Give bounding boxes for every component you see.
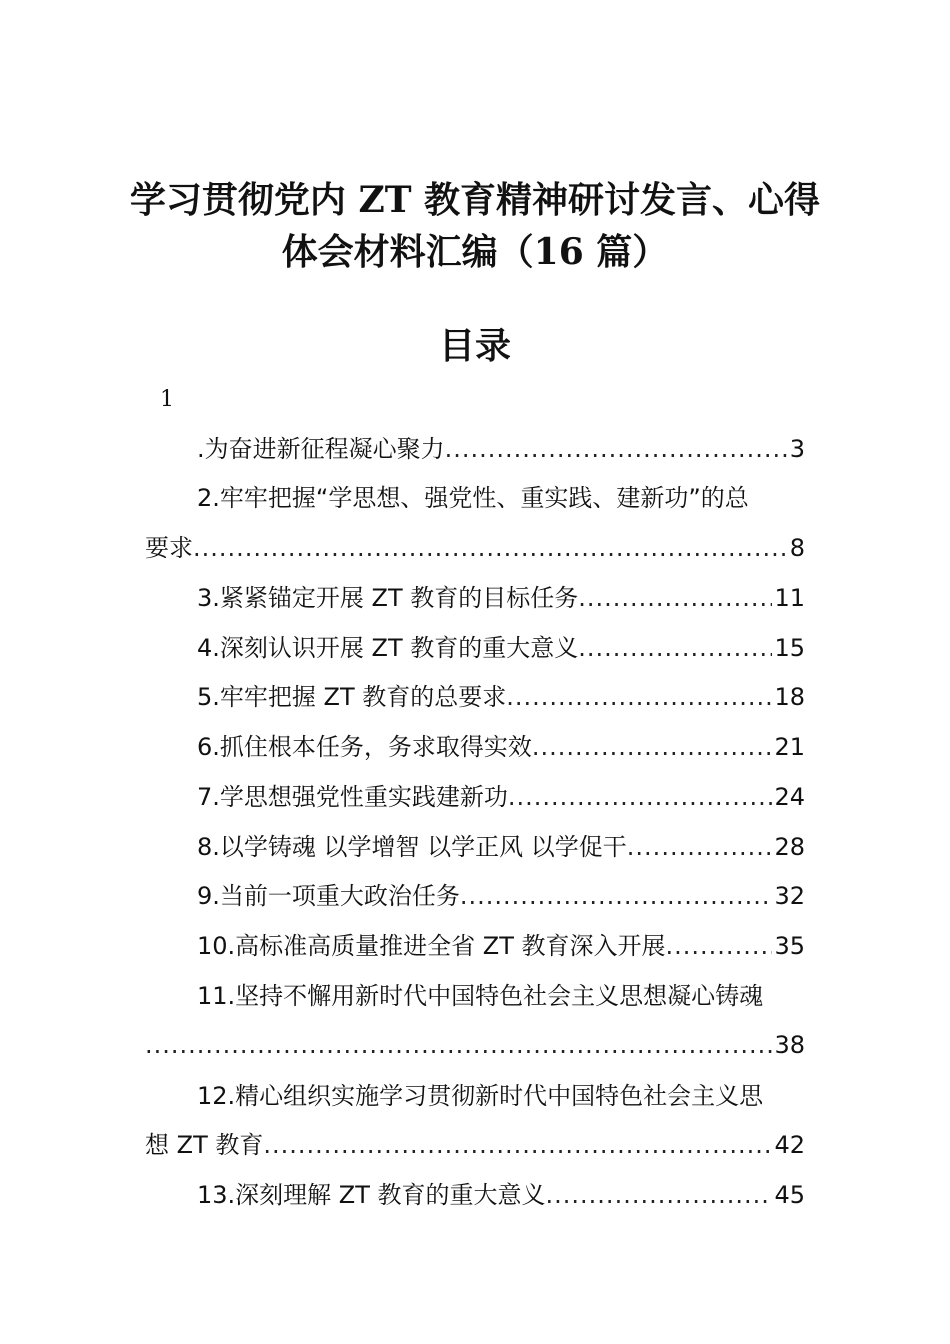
toc-entry[interactable] xyxy=(145,478,805,518)
toc-entry-page: 24 xyxy=(774,783,805,811)
toc-entry-text: 12.精心组织实施学习贯彻新时代中国特色社会主义思 xyxy=(197,1082,764,1110)
toc-entry-text: 9.当前一项重大政治任务 xyxy=(197,882,460,910)
toc-entry-page: 45 xyxy=(774,1181,805,1209)
toc-leader-dots xyxy=(578,628,772,668)
toc-entry-text: 3.紧紧锚定开展 ZT 教育的目标任务 xyxy=(197,584,579,612)
toc-entry-page: 3 xyxy=(789,435,805,463)
toc-entry-page: 35 xyxy=(774,932,805,960)
toc-entry[interactable] xyxy=(145,777,805,817)
toc-leader-dots xyxy=(145,1025,772,1065)
toc-entry[interactable] xyxy=(145,876,805,916)
toc-leader-dots xyxy=(578,578,772,618)
toc-entry[interactable] xyxy=(145,926,805,966)
toc-entry-page: 32 xyxy=(774,882,805,910)
toc-leader-dots xyxy=(546,1175,773,1215)
toc-entry-continuation[interactable] xyxy=(145,528,805,568)
toc-entry-text: 要求 xyxy=(145,534,193,562)
toc-entry-page: 42 xyxy=(774,1131,805,1159)
toc-entry-page: 21 xyxy=(774,733,805,761)
toc-entry[interactable] xyxy=(145,827,805,867)
toc-entry-text: 6.抓住根本任务，务求取得实效 xyxy=(197,733,532,761)
toc-leader-dots xyxy=(263,1125,772,1165)
toc-leader-dots xyxy=(666,926,773,966)
toc-entry-continuation[interactable] xyxy=(145,1025,805,1065)
toc-entry-text: .为奋进新征程凝心聚力 xyxy=(197,435,445,463)
toc-entry-continuation[interactable] xyxy=(145,1125,805,1165)
document-title-line-2: 体会材料汇编（16 篇） xyxy=(281,231,669,273)
toc-entry[interactable] xyxy=(145,677,805,717)
toc-entry-page: 18 xyxy=(774,683,805,711)
document-title-line-1: 学习贯彻党内 ZT 教育精神研讨发言、心得 xyxy=(129,179,821,221)
toc-leader-dots xyxy=(532,727,773,767)
toc-entry[interactable] xyxy=(145,727,805,767)
toc-entry[interactable] xyxy=(145,1175,805,1215)
toc-leader-dots xyxy=(193,528,788,568)
toc-leader-dots xyxy=(508,777,773,817)
toc-entry[interactable] xyxy=(145,429,805,469)
toc-entry-page: 15 xyxy=(774,634,805,662)
toc-entry-text: 2.牢牢把握“学思想、强党性、重实践、建新功”的总 xyxy=(197,484,749,512)
toc-entry-page: 8 xyxy=(789,534,805,562)
toc-entry-text: 11.坚持不懈用新时代中国特色社会主义思想凝心铸魂 xyxy=(197,982,764,1010)
toc-entry-page: 11 xyxy=(774,584,805,612)
toc-entry-text: 7.学思想强党性重实践建新功 xyxy=(197,783,508,811)
toc-entry-text: 10.高标准高质量推进全省 ZT 教育深入开展 xyxy=(197,932,666,960)
toc-leader-dots xyxy=(445,429,788,469)
toc-entry-text: 4.深刻认识开展 ZT 教育的重大意义 xyxy=(197,634,579,662)
stray-number: 1 xyxy=(160,387,174,412)
toc-entry[interactable] xyxy=(145,578,805,618)
toc-entry-text: 13.深刻理解 ZT 教育的重大意义 xyxy=(197,1181,546,1209)
toc-entry-page: 38 xyxy=(774,1031,805,1059)
toc-entry-page: 28 xyxy=(774,833,805,861)
toc-leader-dots xyxy=(460,876,773,916)
toc-entry[interactable] xyxy=(145,628,805,668)
toc-entry[interactable] xyxy=(145,976,805,1016)
toc-leader-dots xyxy=(506,677,772,717)
toc-entry-text: 想 ZT 教育 xyxy=(145,1131,264,1159)
toc-entry-text: 8.以学铸魂 以学增智 以学正风 以学促干 xyxy=(197,833,627,861)
toc-leader-dots xyxy=(627,827,773,867)
toc-entry-text: 5.牢牢把握 ZT 教育的总要求 xyxy=(197,683,507,711)
toc-entry[interactable] xyxy=(145,1076,805,1116)
toc-heading: 目录 xyxy=(438,325,511,367)
